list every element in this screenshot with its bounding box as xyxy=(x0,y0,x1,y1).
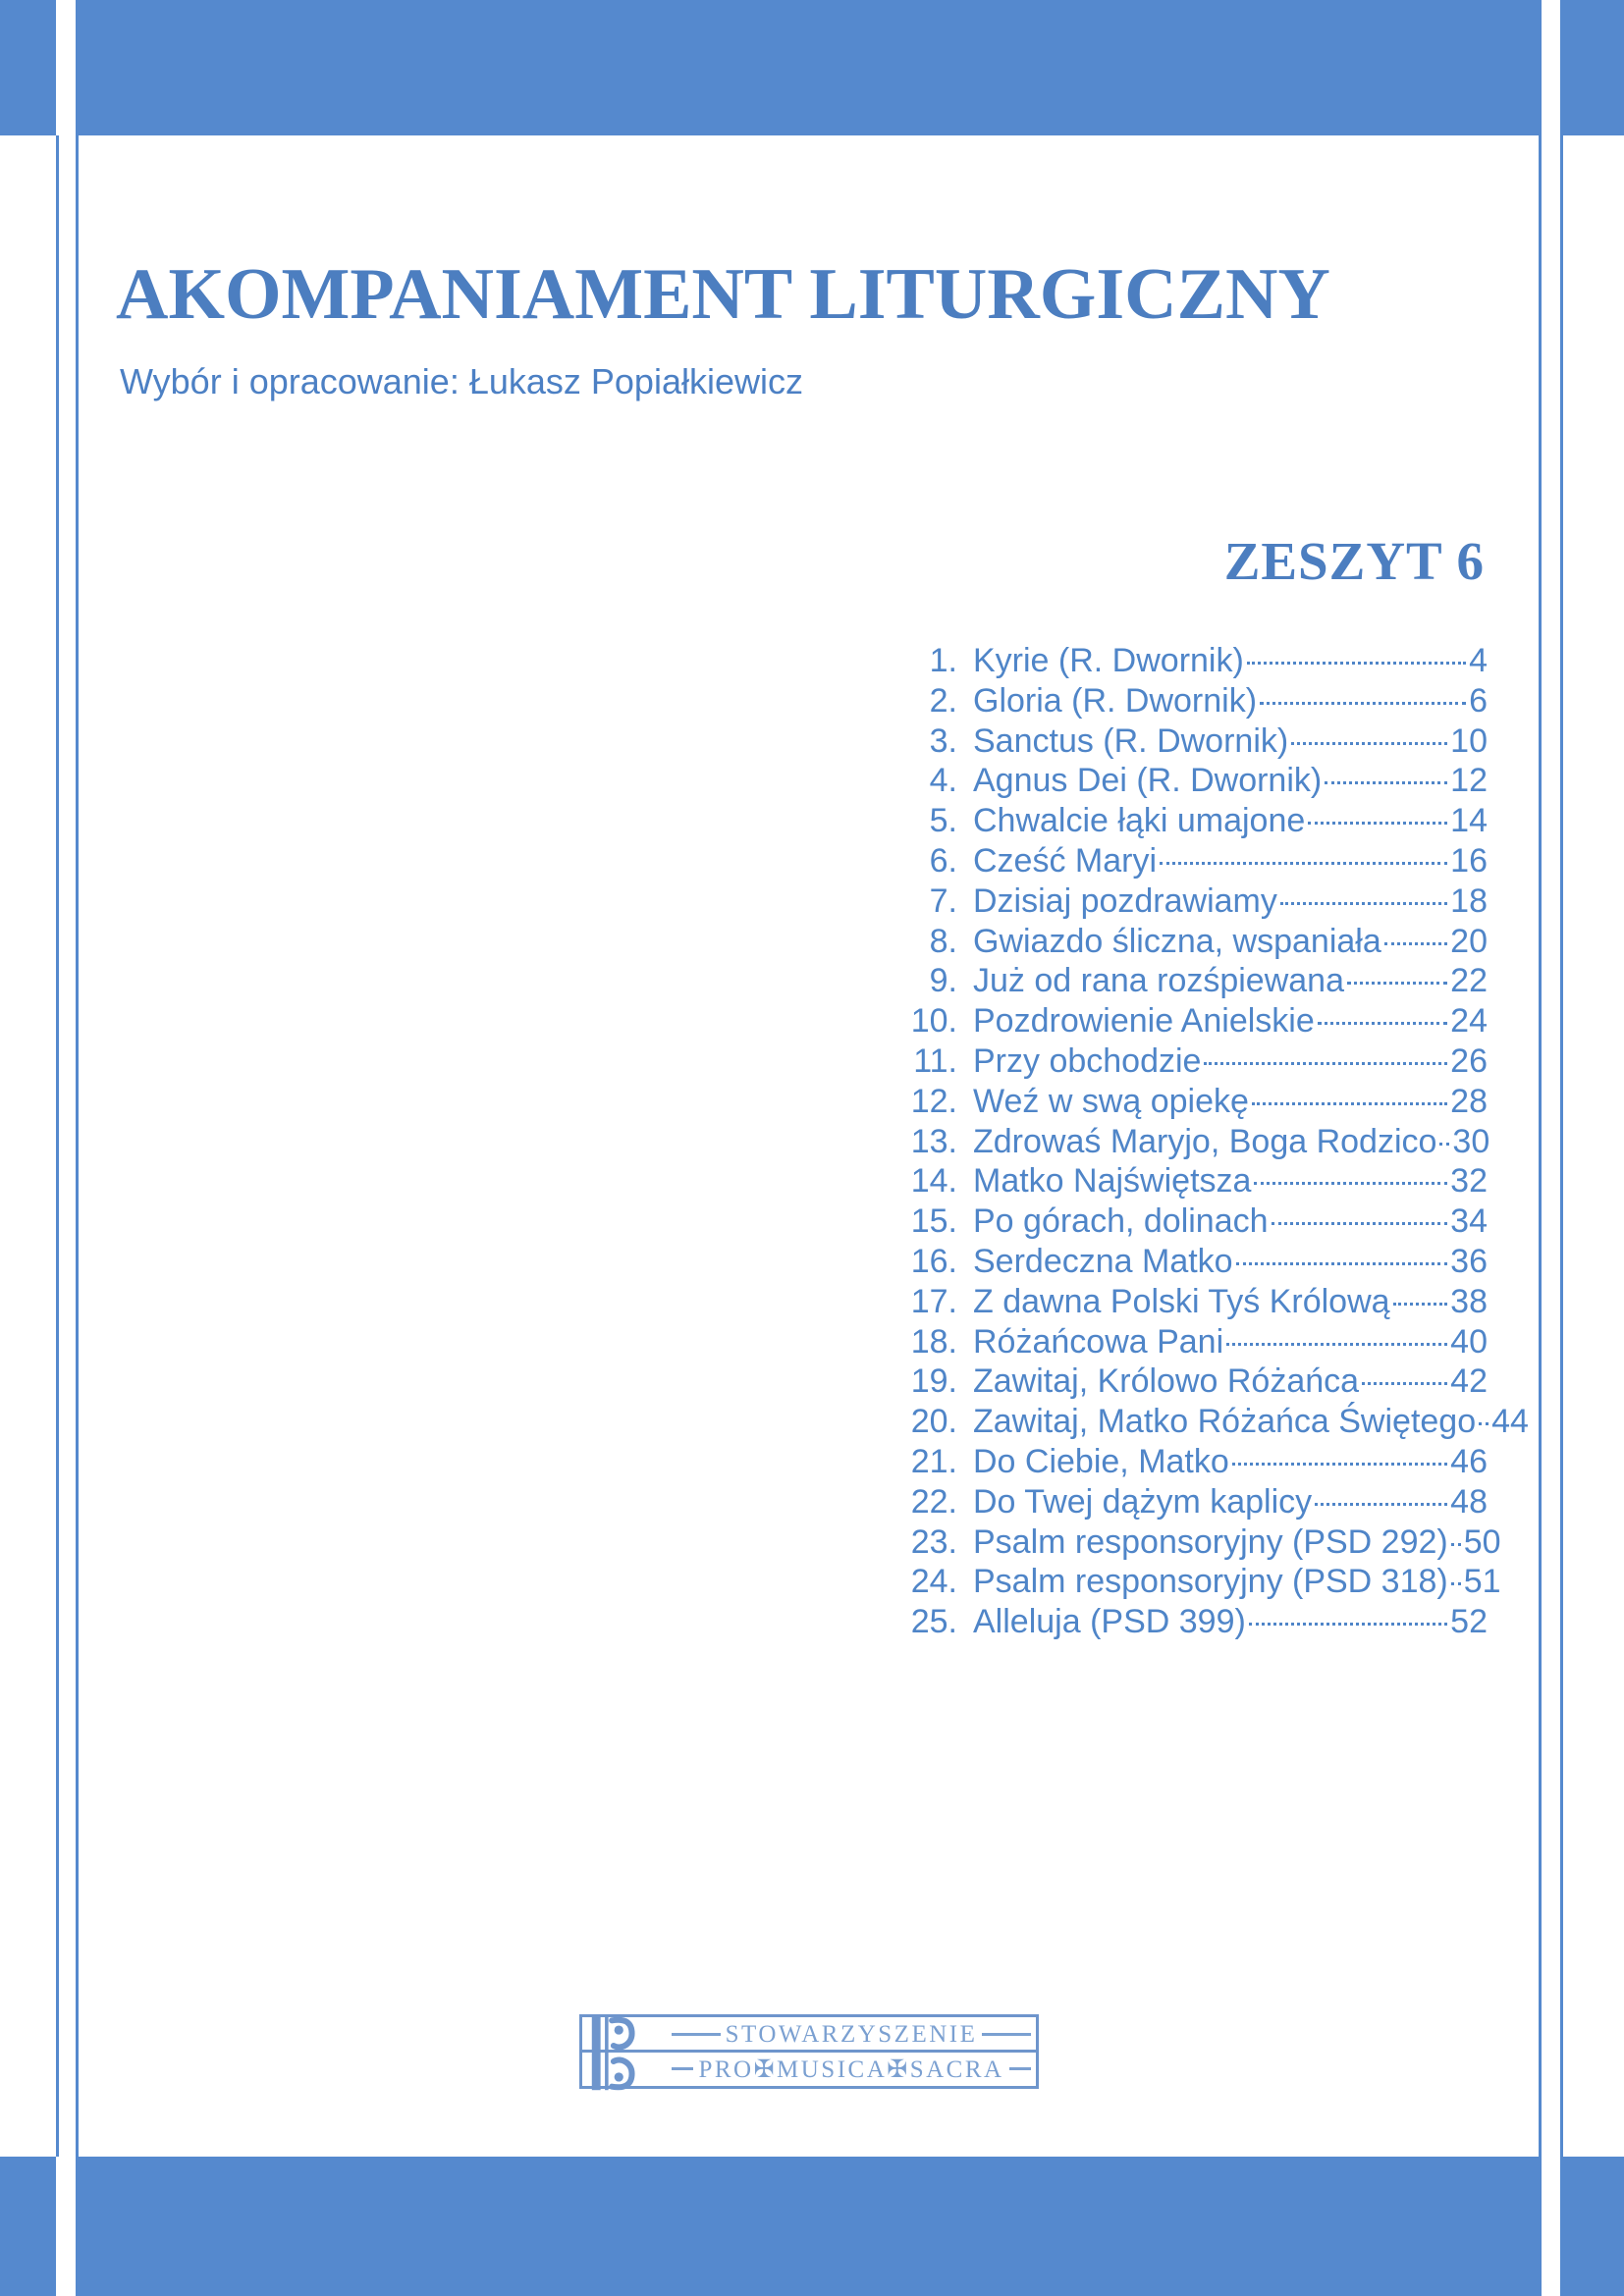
toc-item xyxy=(908,1282,1488,1322)
logo-dash xyxy=(1009,2067,1031,2070)
toc-leader-dots xyxy=(1254,1182,1447,1185)
toc-item-page: 20 xyxy=(1450,922,1488,960)
toc-item-page: 28 xyxy=(1450,1082,1488,1120)
toc-item-number: 1. xyxy=(929,642,957,679)
toc-leader-dots xyxy=(1315,1503,1447,1506)
toc-item-page: 48 xyxy=(1450,1482,1488,1521)
toc-leader-dots xyxy=(1479,1422,1489,1425)
logo-dash xyxy=(982,2033,1031,2036)
toc-item xyxy=(908,841,1488,881)
toc-item-page: 50 xyxy=(1463,1522,1501,1561)
toc-item-page: 18 xyxy=(1450,881,1488,920)
toc-item-label: Matko Najświętsza xyxy=(973,1162,1252,1201)
toc-item-page: 36 xyxy=(1450,1242,1488,1280)
toc-list xyxy=(908,641,1529,1642)
toc-leader-dots xyxy=(1308,822,1447,825)
logo-line-2-text: PRO✠MUSICA✠SACRA xyxy=(698,2056,1004,2083)
toc-leader-dots xyxy=(1204,1062,1447,1065)
toc-leader-dots xyxy=(1232,1463,1447,1466)
bottom-left-block xyxy=(0,2157,56,2296)
toc-item xyxy=(908,801,1488,841)
toc-item-number: 14. xyxy=(910,1162,957,1201)
toc-item-label: Przy obchodzie xyxy=(973,1041,1202,1080)
top-band xyxy=(76,0,1542,135)
toc-item-label: Sanctus (R. Dwornik) xyxy=(973,721,1289,760)
toc-item-label: Zawitaj, Matko Różańca Świętego xyxy=(973,1403,1477,1441)
toc-item-number: 25. xyxy=(910,1603,957,1641)
toc-item-number: 11. xyxy=(913,1041,957,1080)
page-subtitle: Wybór i opracowanie: Łukasz Popiałkiewicz xyxy=(120,361,803,401)
toc-item xyxy=(908,1322,1488,1362)
toc-leader-dots xyxy=(1236,1262,1448,1265)
toc-item-label: Już od rana rozśpiewana xyxy=(973,962,1345,1000)
toc-item-label: Psalm responsoryjny (PSD 292) xyxy=(973,1522,1448,1561)
toc-leader-dots xyxy=(1252,1102,1447,1105)
right-inner-rule xyxy=(1539,135,1542,2157)
toc-item-page: 44 xyxy=(1491,1403,1529,1441)
toc-item xyxy=(908,1122,1488,1162)
toc-item xyxy=(908,761,1488,801)
toc-item-page: 10 xyxy=(1450,721,1488,760)
toc-item-number: 23. xyxy=(910,1522,957,1561)
toc-item xyxy=(908,1482,1488,1522)
toc-item xyxy=(908,1161,1488,1201)
toc-item-label: Psalm responsoryjny (PSD 318) xyxy=(973,1563,1448,1601)
toc-item xyxy=(908,641,1488,681)
logo-staff-line xyxy=(582,2050,1036,2053)
logo-line-2 xyxy=(667,2052,1036,2086)
toc-item xyxy=(908,1442,1488,1482)
toc-item-page: 6 xyxy=(1469,681,1488,720)
toc-item-page: 42 xyxy=(1450,1362,1488,1401)
logo-line-1-text: STOWARZYSZENIE xyxy=(725,2020,978,2048)
toc-item-number: 15. xyxy=(910,1202,957,1241)
top-left-block xyxy=(0,0,56,135)
toc-item-label: Serdeczna Matko xyxy=(973,1242,1233,1280)
toc-item-label: Do Twej dążym kaplicy xyxy=(973,1482,1313,1521)
toc-item-label: Weź w swą opiekę xyxy=(973,1082,1249,1120)
toc-item-number: 8. xyxy=(929,922,957,960)
toc-item xyxy=(908,1522,1501,1563)
association-logo xyxy=(579,2014,1039,2089)
toc-item-label: Do Ciebie, Matko xyxy=(973,1442,1229,1480)
toc-item-page: 34 xyxy=(1450,1202,1488,1241)
toc-item-label: Kyrie (R. Dwornik) xyxy=(973,642,1244,679)
toc-item xyxy=(908,1362,1488,1402)
toc-item-number: 5. xyxy=(929,802,957,840)
toc-item-number: 13. xyxy=(910,1122,957,1160)
toc-item-page: 22 xyxy=(1450,962,1488,1000)
toc-item xyxy=(908,1001,1488,1041)
toc-item-number: 18. xyxy=(910,1322,957,1361)
toc-leader-dots xyxy=(1247,662,1466,665)
logo-dash xyxy=(672,2067,693,2070)
toc-leader-dots xyxy=(1439,1143,1449,1146)
toc-item xyxy=(908,1201,1488,1242)
toc-item-number: 6. xyxy=(929,841,957,880)
toc-item xyxy=(908,1242,1488,1282)
toc-item-label: Pozdrowienie Anielskie xyxy=(973,1002,1315,1041)
toc-item-page: 52 xyxy=(1450,1603,1488,1641)
toc-leader-dots xyxy=(1226,1343,1447,1346)
toc-leader-dots xyxy=(1318,1022,1447,1025)
toc-item-page: 12 xyxy=(1450,762,1488,800)
toc-leader-dots xyxy=(1325,781,1447,784)
toc-item-page: 4 xyxy=(1469,642,1488,679)
toc-item-page: 40 xyxy=(1450,1322,1488,1361)
toc-leader-dots xyxy=(1291,742,1447,745)
toc-item-page: 24 xyxy=(1450,1002,1488,1041)
toc-item-label: Zawitaj, Królowo Różańca xyxy=(973,1362,1360,1401)
left-inner-rule xyxy=(76,135,79,2157)
toc-item-label: Różańcowa Pani xyxy=(973,1322,1224,1361)
toc-item xyxy=(908,1082,1488,1122)
top-right-block xyxy=(1560,0,1624,135)
volume-label: ZESZYT 6 xyxy=(1223,531,1485,591)
toc-leader-dots xyxy=(1362,1382,1447,1385)
toc-leader-dots xyxy=(1160,862,1447,865)
logo-dash xyxy=(672,2033,721,2036)
toc-item-label: Dzisiaj pozdrawiamy xyxy=(973,881,1277,920)
page-title: AKOMPANIAMENT LITURGICZNY xyxy=(116,254,1330,335)
toc-item-page: 51 xyxy=(1463,1563,1501,1601)
toc-item-page: 14 xyxy=(1450,802,1488,840)
toc-item-number: 7. xyxy=(929,881,957,920)
toc-leader-dots xyxy=(1393,1303,1448,1306)
toc-item-page: 46 xyxy=(1450,1442,1488,1480)
left-outer-rule xyxy=(56,135,59,2157)
toc-item-label: Gwiazdo śliczna, wspaniała xyxy=(973,922,1381,960)
toc-leader-dots xyxy=(1260,702,1466,705)
bottom-right-block xyxy=(1560,2157,1624,2296)
toc-item-label: Agnus Dei (R. Dwornik) xyxy=(973,762,1323,800)
toc-item-page: 16 xyxy=(1450,841,1488,880)
toc-item-number: 10. xyxy=(910,1002,957,1041)
toc-item-page: 30 xyxy=(1452,1122,1490,1160)
toc-item-number: 24. xyxy=(910,1563,957,1601)
toc-item-label: Chwalcie łąki umajone xyxy=(973,802,1306,840)
toc-item-page: 32 xyxy=(1450,1162,1488,1201)
toc-item-number: 2. xyxy=(929,681,957,720)
toc-item-number: 12. xyxy=(910,1082,957,1120)
toc-item-label: Gloria (R. Dwornik) xyxy=(973,681,1258,720)
toc-item-number: 9. xyxy=(929,962,957,1000)
toc-item-number: 4. xyxy=(929,762,957,800)
toc-item xyxy=(908,1562,1501,1602)
toc-item xyxy=(908,881,1488,922)
toc-item-number: 22. xyxy=(910,1482,957,1521)
toc-item-number: 3. xyxy=(929,721,957,760)
toc-item-page: 38 xyxy=(1450,1282,1488,1320)
toc-item xyxy=(908,681,1488,721)
toc-item-label: Alleluja (PSD 399) xyxy=(973,1603,1246,1641)
toc-item xyxy=(908,961,1488,1001)
toc-leader-dots xyxy=(1249,1623,1447,1626)
toc-item-number: 21. xyxy=(910,1442,957,1480)
logo-line-1 xyxy=(667,2017,1036,2052)
toc-item-number: 20. xyxy=(910,1403,957,1441)
toc-leader-dots xyxy=(1272,1222,1448,1225)
toc-item xyxy=(908,721,1488,762)
right-outer-rule xyxy=(1560,135,1563,2157)
toc-item-label: Zdrowaś Maryjo, Boga Rodzico xyxy=(973,1122,1437,1160)
toc-item-number: 16. xyxy=(910,1242,957,1280)
toc-leader-dots xyxy=(1347,982,1447,985)
toc-item-label: Z dawna Polski Tyś Królową xyxy=(973,1282,1390,1320)
toc-leader-dots xyxy=(1451,1582,1461,1585)
toc-item xyxy=(908,1602,1488,1642)
toc-item-label: Po górach, dolinach xyxy=(973,1202,1269,1241)
toc-leader-dots xyxy=(1280,902,1447,905)
toc-item xyxy=(908,922,1488,962)
bottom-band xyxy=(76,2157,1542,2296)
toc-leader-dots xyxy=(1384,942,1447,945)
toc-leader-dots xyxy=(1451,1543,1461,1546)
toc-item-number: 19. xyxy=(910,1362,957,1401)
toc-item xyxy=(908,1041,1488,1082)
toc-item xyxy=(908,1402,1529,1442)
toc-item-number: 17. xyxy=(910,1282,957,1320)
toc-item-label: Cześć Maryi xyxy=(973,841,1158,880)
toc-item-page: 26 xyxy=(1450,1041,1488,1080)
